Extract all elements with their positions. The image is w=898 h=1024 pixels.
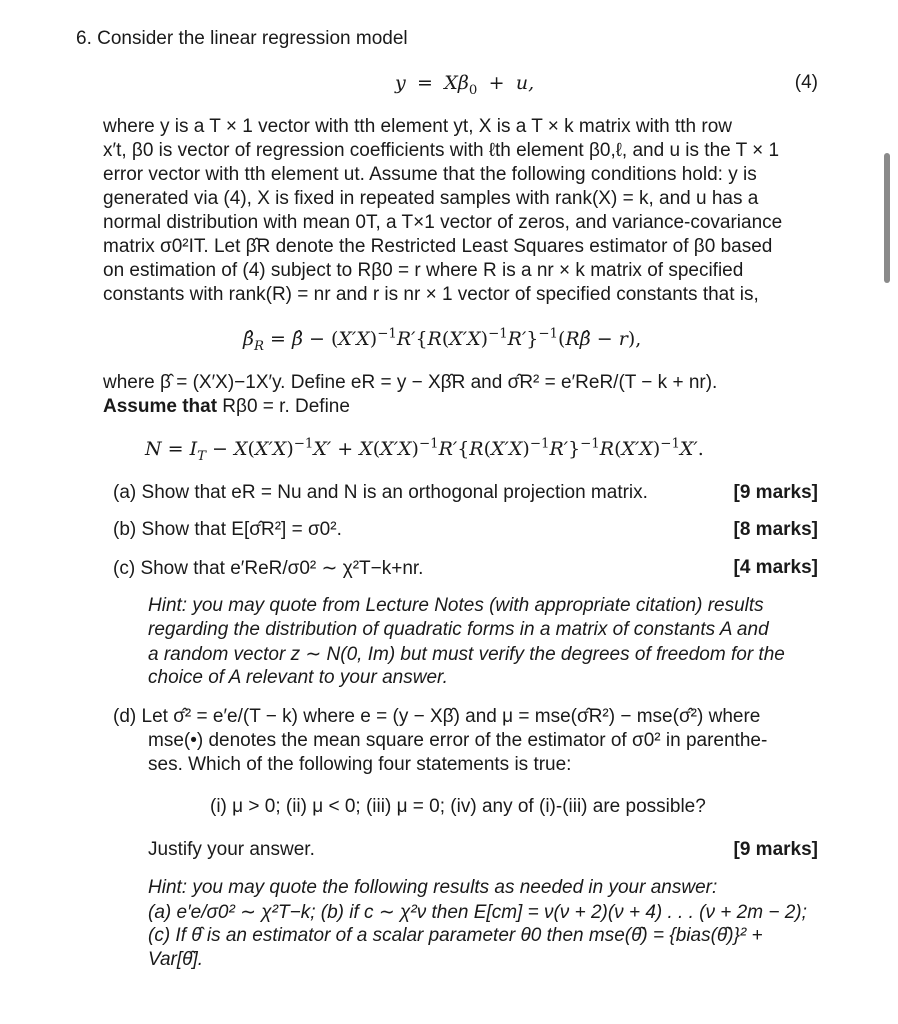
part-a — [113, 482, 648, 504]
assume-line — [103, 396, 350, 418]
part-c-hint-line: regarding the distribution of quadratic forms in a matrix of constants A and — [148, 619, 769, 640]
question-intro: Consider the linear regression model — [97, 28, 408, 49]
para2-line: where β̂ = (X′X)−1X′y. Define eR = y − Xβ̂R and σ̂R² = e′ReR/(T − k + nr). — [103, 372, 718, 393]
part-a-label: (a) — [113, 482, 137, 503]
vertical-scrollbar[interactable] — [884, 153, 890, 283]
part-c-marks: [4 marks] — [733, 557, 818, 578]
n-equation: $N = I_T - X(X'X)^{-1}X' + X(X'X)^{-1}R'\{R(X'X)^{-1}R'\}^{-1}R(X'X)^{-1}X'$. — [145, 436, 704, 464]
part-d-line-1 — [113, 706, 760, 728]
part-d-marks: [9 marks] — [733, 839, 818, 860]
equation-4-label: (4) — [794, 72, 818, 93]
assume-bold: Assume that — [103, 396, 218, 417]
part-d-line-2: mse(•) denotes the mean square error of the estimator of σ0² in parenthe- — [148, 730, 768, 751]
part-c — [113, 557, 423, 580]
part-d-hint-line: Hint: you may quote the following results as needed in your answer: — [148, 877, 718, 898]
part-d-hint-line: (a) e′e/σ0² ∼ χ²T−k; (b) if c ∼ χ²ν then E[cm] = ν(ν + 2)(ν + 4) . . . (ν + 2m − 2); — [148, 902, 807, 923]
para1-line: generated via (4), X is fixed in repeated samples with rank(X) = k, and u has a — [103, 188, 759, 209]
question-number: 6. — [76, 28, 92, 49]
part-a-text: Show that eR = Nu and N is an orthogonal projection matrix. — [141, 482, 648, 503]
part-c-hint-line: Hint: you may quote from Lecture Notes (with appropriate citation) results — [148, 595, 764, 616]
part-b-marks: [8 marks] — [733, 519, 818, 540]
part-d-label: (d) — [113, 706, 137, 727]
para1-line: constants with rank(R) = nr and r is nr × 1 vector of specified constants that is, — [103, 284, 759, 305]
part-c-hint-line: a random vector z ∼ N(0, Im) but must verify the degrees of freedom for the — [148, 644, 785, 665]
part-d-options: (i) μ > 0; (ii) μ < 0; (iii) μ = 0; (iv) any of (i)-(iii) are possible? — [210, 796, 706, 817]
question-heading — [76, 28, 408, 50]
rls-equation: $\betâ_R$ = β̂ − $(X'X)^{-1}R'\{R(X'X)^{-1}R'\}^{-1}(R\betâ - r)$, — [243, 326, 642, 354]
part-b-label: (b) — [113, 519, 137, 540]
para1-line: x′t, β0 is vector of regression coefficients with ℓth element β0,ℓ, and u is the T × 1 — [103, 140, 780, 161]
part-c-hint-line: choice of A relevant to your answer. — [148, 667, 448, 688]
part-b — [113, 519, 342, 541]
para1-line: normal distribution with mean 0T, a T×1 vector of zeros, and variance-covariance — [103, 212, 783, 233]
part-b-text: Show that E[σ̂R²] = σ0². — [141, 519, 342, 540]
part-d-hint-line: Var[θ̂]. — [148, 949, 204, 970]
para1-line: matrix σ0²IT. Let β̂R denote the Restricted Least Squares estimator of β0 based — [103, 236, 773, 257]
part-c-text: Show that e′ReR/σ0² ∼ χ²T−k+nr. — [140, 558, 424, 579]
assume-rest: Rβ0 = r. Define — [217, 396, 350, 417]
para1-line: on estimation of (4) subject to Rβ0 = r where R is a nr × k matrix of specified — [103, 260, 744, 281]
part-d-justify: Justify your answer. — [148, 839, 315, 860]
part-d-hint-line: (c) If θ̂ is an estimator of a scalar parameter θ0 then mse(θ̂) = {bias(θ̂)}² + — [148, 925, 763, 946]
part-c-label: (c) — [113, 558, 136, 579]
equation-4: $y = X\beta_0 + u$, — [395, 72, 535, 98]
para1-line: error vector with tth element ut. Assume that the following conditions hold: y is — [103, 164, 757, 185]
part-d-text: Let σ̂² = e′e/(T − k) where e = (y − Xβ̂) and μ = mse(σ̂R²) − mse(σ̂²) where — [141, 706, 761, 727]
part-a-marks: [9 marks] — [733, 482, 818, 503]
part-d-line-3: ses. Which of the following four statements is true: — [148, 754, 572, 775]
para1-line: where y is a T × 1 vector with tth element yt, X is a T × k matrix with tth row — [103, 116, 733, 137]
